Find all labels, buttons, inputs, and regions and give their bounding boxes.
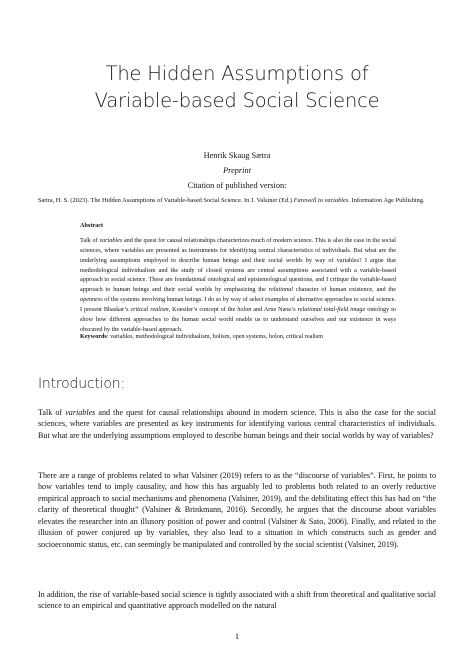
citation-heading: Citation of published version: bbox=[187, 181, 287, 190]
p1-b: and the quest for causal relationships abound in modern science. This is also the case for the social sciences, where variables are presented as key instruments for identifying various central characteristics of individuals. But what are the underlying assumptions employed to describe human beings and their social worlds by way of variables? bbox=[38, 408, 436, 440]
abstract-s2: and the quest for causal relationships characterizes much of modern science. This is also the case in the social sciences, where variables are presented as instruments for identifying central characteristics of individuals. But what are the underlying assumptions employed to describe human beings and their social worlds by way of variables? I argue that methodological individualism and the study of closed systems are central assumptions associated with a variable-based approach to social science. These are foundational ontological and epistemological questions, and I critique the variable-based approach to human beings and their social worlds by emphasizing the bbox=[80, 237, 397, 294]
paper-title bbox=[60, 60, 414, 114]
abstract-s4: of the systems involving human beings. I do so by way of select examples of alternative approaches to social science. I present Bhaskar’s bbox=[80, 296, 396, 313]
author-name: Henrik Skaug Sætra bbox=[203, 151, 271, 160]
abstract-s4-italic: critical realism bbox=[130, 305, 169, 313]
citation-text bbox=[38, 196, 436, 206]
body-paragraph-1 bbox=[38, 407, 436, 441]
title-line-1: The Hidden Assumptions of bbox=[105, 62, 369, 85]
abstract-text bbox=[80, 236, 396, 334]
abstract-s6: and Arne Næss’s bbox=[251, 305, 298, 313]
abstract-s1: Talk of bbox=[80, 237, 100, 244]
abstract-s2-italic: relational bbox=[268, 286, 293, 294]
abstract-s1-italic: variables bbox=[99, 237, 123, 244]
abstract-s3-italic: openness bbox=[80, 296, 103, 304]
keywords-text: : variables, methodological individualism, holism, open systems, holon, critical realism bbox=[106, 333, 323, 340]
keywords-line bbox=[80, 332, 396, 341]
citation-post: . Information Age Publishing. bbox=[348, 197, 425, 204]
abstract-s5: , Koestler’s concept of the bbox=[168, 305, 238, 313]
citation-pre: Sætra, H. S. (2023). The Hidden Assumptions of Variable-based Social Science. In J. Valsiner (Ed.) bbox=[38, 197, 294, 204]
keywords-label: Keywords bbox=[80, 333, 107, 340]
body-paragraph-2: There are a range of problems related to what Valsiner (2019) refers to as the “discourse of variables”. First, he points to how variables tend to imply causality, and how this has arguably led to problems both related to an overly reductive empirical approach to social mechanisms and phenomena (Valsiner, 2019), and the debilitating effect this has had on “the clarity of theoretical thought” (Valsiner & Brinkmann, 2016). Secondly, he argues that the discourse about variables elevates the researcher into an illusory position of power and control (Valsiner & Sato, 2006). Finally, and related to the illusion of power conjured up by variables, they also lead to a situation in which constructs such as gender and socioeconomic status, etc. can seemingly be manipulated and controlled by the social scientist (Valsiner, 2019). bbox=[38, 471, 436, 549]
title-line-2: Variable-based Social Science bbox=[94, 89, 380, 112]
page-number: 1 bbox=[234, 631, 240, 641]
body-paragraph-3: In addition, the rise of variable-based social science is tightly associated with a shift from theoretical and qualitative social science to an empirical and quantitative approach modelled on the natural bbox=[38, 590, 436, 611]
abstract-s5-italic: holon bbox=[237, 305, 252, 313]
section-heading: Introduction: bbox=[38, 376, 125, 392]
p1-italic: variables bbox=[65, 408, 96, 417]
preprint-label: Preprint bbox=[223, 166, 251, 175]
p1-a: Talk of bbox=[38, 408, 66, 417]
abstract-s6-italic: relational total-field image bbox=[297, 305, 366, 313]
citation-book-title: Farewell to variables bbox=[293, 197, 349, 204]
abstract-heading: Abstract bbox=[80, 222, 104, 229]
abstract-s7: ontology to show how different approaches to the human social world enable us to understand ourselves and our existence in ways obscured by the variable-based approach. bbox=[80, 305, 397, 333]
abstract-s3: character of human existence, and the bbox=[292, 286, 396, 294]
